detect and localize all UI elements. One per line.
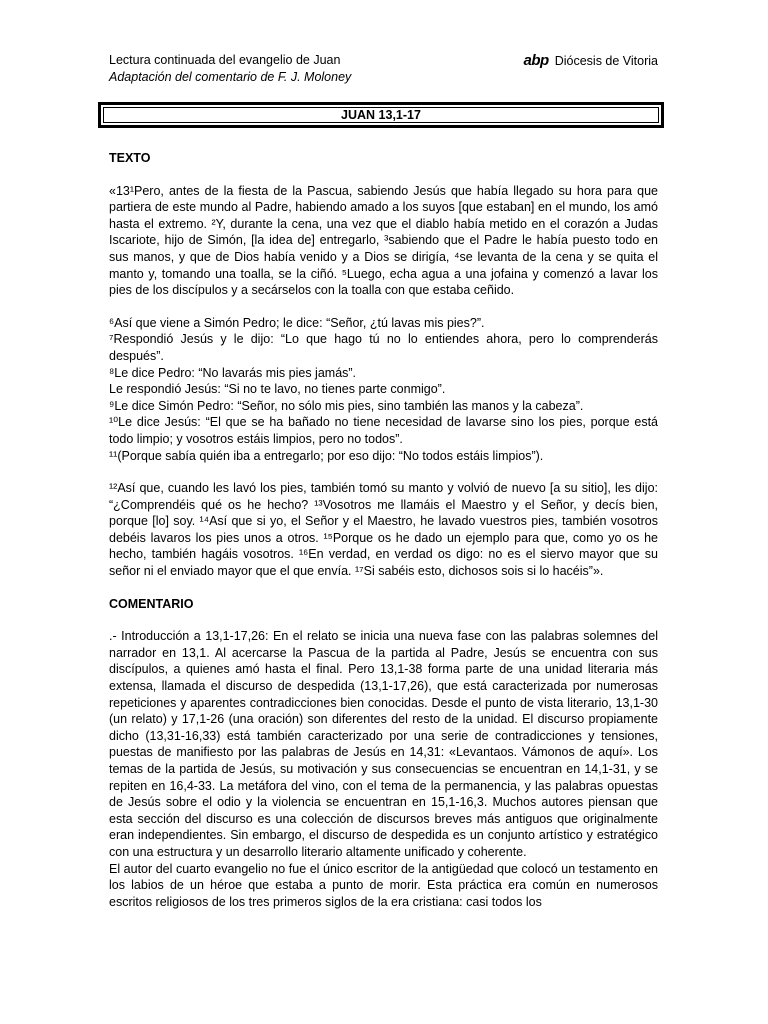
abp-logo: abp bbox=[523, 52, 549, 69]
passage-title: JUAN 13,1-17 bbox=[103, 107, 659, 123]
header-organization: Diócesis de Vitoria bbox=[554, 53, 658, 68]
texto-paragraph: ⁹Le dice Simón Pedro: “Señor, no sólo mis pies, sino también las manos y la cabeza”. bbox=[109, 398, 584, 413]
texto-paragraph: ¹¹(Porque sabía quién iba a entregarlo; por eso dijo: “No todos estáis limpios”). bbox=[109, 448, 544, 463]
document-header-right bbox=[524, 52, 658, 69]
texto-paragraph: ¹²Así que, cuando les lavó los pies, también tomó su manto y volvió de nuevo [a su sitio], les dijo: “¿Comprendéis qué os he hecho? ¹³Vosotros me llamáis el Maestro y el Señor, y decís bien, porque [lo] soy. ¹⁴Así que si yo, el Señor y el Maestro, he lavado vuestros pies, también vosotros debéis lavaros los pies unos a otros. ¹⁵Porque os he dado un ejemplo para que, como yo os he hecho, también hagáis vosotros. ¹⁶En verdad, en verdad os digo: no es el siervo mayor que su señor ni el enviado mayor que el que envía. ¹⁷Si sabéis esto, dichosos sois si lo hacéis”». bbox=[109, 481, 658, 579]
header-subtitle: Adaptación del comentario de F. J. Moloney bbox=[109, 70, 352, 84]
header-series-title: Lectura continuada del evangelio de Juan bbox=[109, 53, 341, 67]
section-heading-comentario: COMENTARIO bbox=[109, 596, 194, 611]
comentario-paragraph: El autor del cuarto evangelio no fue el único escritor de la antigüedad que colocó un testamento en los labios de un héroe que estaba a punto de morir. Esta práctica era común en numerosos escritos religiosos de los tres primeros siglos de la era cristiana: casi todos los bbox=[109, 861, 658, 909]
texto-paragraph: ¹⁰Le dice Jesús: “El que se ha bañado no tiene necesidad de lavarse sino los pies, porque está todo limpio; y vosotros estáis limpios, pero no todos”. bbox=[109, 415, 658, 446]
section-heading-texto: TEXTO bbox=[109, 151, 151, 165]
title-box bbox=[98, 102, 664, 128]
texto-paragraph: ⁷Respondió Jesús y le dijo: “Lo que hago tú no lo entiendes ahora, pero lo comprenderás después”. bbox=[109, 332, 658, 363]
texto-paragraph: «13¹Pero, antes de la fiesta de la Pascua, sabiendo Jesús que había llegado su hora para que partiera de este mundo al Padre, habiendo amado a los suyos [que estaban] en el mundo, los amó hasta el extremo. ²Y, durante la cena, una vez que el diablo había metido en el corazón a Judas Iscariote, hijo de Simón, [la idea de] entregarlo, ³sabiendo que el Padre le había puesto todo en sus manos, y que de Dios había venido y a Dios se dirigía, ⁴se levanta de la cena y se quita el manto y, tomando una toalla, se la ciñó. ⁵Luego, echa agua a una jofaina y comenzó a lavar los pies de los discípulos y a secárselos con la toalla con que estaba ceñido. bbox=[109, 183, 658, 298]
texto-paragraph: ⁸Le dice Pedro: “No lavarás mis pies jamás”. bbox=[109, 365, 357, 380]
texto-paragraph: Le respondió Jesús: “Si no te lavo, no tienes parte conmigo”. bbox=[109, 382, 446, 397]
comentario-paragraph: .- Introducción a 13,1-17,26: En el relato se inicia una nueva fase con las palabras solemnes del narrador en 13,1. Al acercarse la Pascua de la partida al Padre, Jesús se encuentra con sus discípulos, a quienes amó hasta el final. Pero 13,1-38 forma parte de una unidad literaria más extensa, llamada el discurso de despedida (13,1-17,26), que está caracterizada por numerosas repeticiones y aparentes contradicciones bien conocidas. Desde el punto de vista literario, 13,1-30 (un relato) y 17,1-26 (una oración) son diferentes del resto de la unidad. El discurso propiamente dicho (13,31-16,33) está también caracterizado por una serie de contradicciones y tensiones, puestas de manifiesto por las palabras de Jesús en 14,31: «Levantaos. Vámonos de aquí». Los temas de la partida de Jesús, su motivación y sus consecuencias se encuentran en 14,1-31, y se repiten en 16,4-33. La metáfora del vino, con el tema de la permanencia, y las palabras opuestas de Jesús sobre el odio y la violencia se encuentran en 15,1-16,3. Muchos autores piensan que esta sección del discurso es una colección de discursos breves más antiguos que originalmente eran independientes. Sin embargo, el discurso de despedida es un conjunto artístico y estratégico con una estructura y un desarrollo literario altamente unificado y coherente. bbox=[109, 629, 658, 859]
document-body bbox=[109, 150, 658, 910]
document-header-left bbox=[109, 52, 351, 86]
texto-paragraph: ⁶Así que viene a Simón Pedro; le dice: “Señor, ¿tú lavas mis pies?”. bbox=[109, 315, 485, 330]
